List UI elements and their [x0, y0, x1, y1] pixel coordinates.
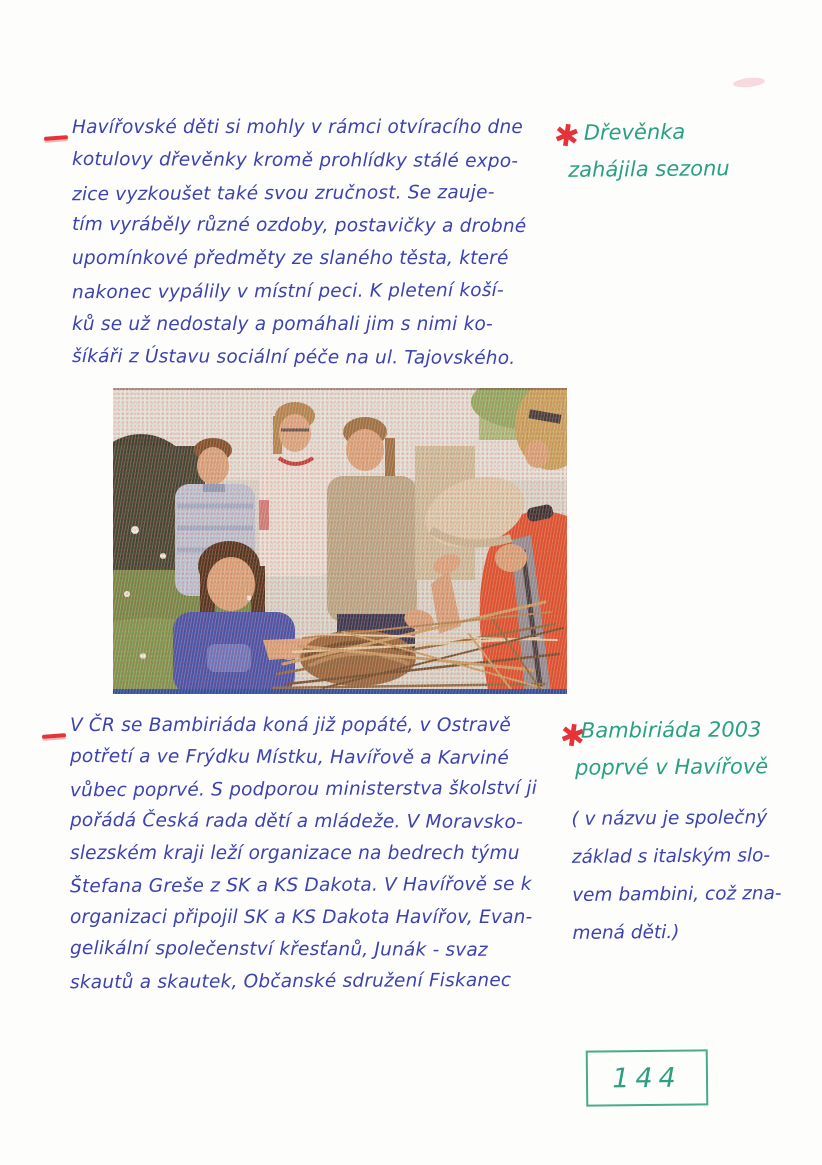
margin-note-line: vem bambini, což zna-	[572, 883, 782, 906]
margin-note-line: mená děti.)	[572, 921, 680, 944]
margin-note-line: ( v názvu je společný	[571, 807, 768, 830]
handwritten-line: Štefana Greše z SK a KS Dakota. V Havířově se k	[69, 873, 532, 898]
margin-heading-line: Dřevěnka	[583, 119, 686, 145]
dash-marker-icon	[42, 733, 66, 739]
dash-marker-icon	[44, 135, 68, 141]
handwritten-line: slezském kraji leží organizace na bedrech týmu	[70, 843, 520, 864]
handwritten-line: upomínkové předměty ze slaného těsta, které	[72, 248, 509, 270]
handwritten-line: vůbec poprvé. S podporou ministerstva školství ji	[69, 777, 538, 802]
handwritten-line: zice vyzkoušet také svou zručnost. Se zauje-	[71, 181, 495, 205]
handwritten-line: organizaci připojil SK a KS Dakota Havířov, Evan-	[70, 907, 533, 928]
margin-heading-drevenka	[568, 113, 730, 189]
scan-smudge	[733, 76, 766, 88]
margin-heading-line: Bambiriáda 2003	[580, 717, 762, 743]
handwritten-line: šíkáři z Ústavu sociální péče na ul. Tajovského.	[71, 345, 516, 369]
page-number: 144	[612, 1062, 682, 1094]
margin-heading-bambiriada	[575, 711, 769, 786]
handwritten-line: pořádá Česká rada dětí a mládeže. V Moravsko-	[69, 809, 523, 833]
handwritten-line: Havířovské děti si mohly v rámci otvíracího dne	[72, 117, 523, 138]
handwritten-line: kotulovy dřevěnky kromě prohlídky stálé expo-	[71, 148, 519, 172]
photo-illustration	[113, 388, 567, 694]
margin-heading-line: poprvé v Havířově	[575, 754, 769, 780]
handwritten-line: skautů a skautek, Občanské sdružení Fiskanec	[69, 969, 512, 994]
entry1-paragraph	[72, 112, 526, 374]
margin-note-bambini	[571, 799, 782, 953]
asterisk-icon: ✱	[557, 717, 588, 756]
handwritten-line: gelikální společenství křesťanů, Junák - svaz	[69, 937, 488, 961]
handwritten-line: V ČR se Bambiriáda koná již popáté, v Ostravě	[70, 715, 512, 736]
margin-heading-line: zahájila sezonu	[568, 156, 730, 182]
handwritten-line: ků se už nedostaly a pomáhali jim s nimi ko-	[72, 313, 493, 335]
handwritten-line: potřetí a ve Frýdku Místku, Havířově a Karviné	[69, 745, 510, 769]
photo-bottom-edge	[113, 689, 567, 694]
entry2-paragraph	[70, 710, 537, 998]
photo-top-edge	[113, 388, 567, 390]
photo-children-weaving	[113, 388, 567, 694]
handwritten-line: tím vyráběly různé ozdoby, postavičky a drobné	[71, 214, 527, 238]
page-number-box	[586, 1049, 709, 1106]
handwritten-line: nakonec vypálily v místní peci. K pletení koší-	[71, 279, 504, 304]
asterisk-icon: ✱	[551, 117, 582, 156]
margin-note-line: základ s italským slo-	[571, 845, 771, 868]
